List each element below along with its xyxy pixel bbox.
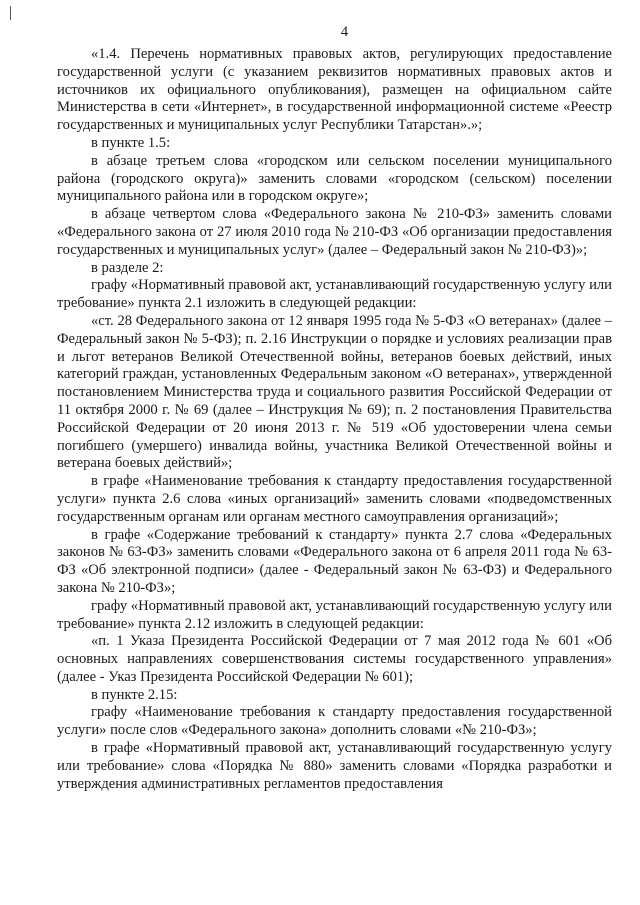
paragraph-3: в абзаце третьем слова «городском или сельском поселении муниципального района (городского округа)» заменить словами «городском (сельском) поселении муниципального района или в городском округе»; xyxy=(57,152,612,205)
paragraph-8: в графе «Наименование требования к стандарту предоставления государственной услуги» пункта 2.6 слова «иных организаций» заменить словами «подведомственных государственным органам или органам местного самоуправления организаций»; xyxy=(57,473,612,525)
paragraph-9: в графе «Содержание требований к стандарту» пункта 2.7 слова «Федеральных законов № 63-ФЗ» заменить словами «Федерального закона от 6 апреля 2011 года № 63-ФЗ «Об электронной подписи» (далее - Федеральный закон № 63-ФЗ) и Федерального закона № 210-ФЗ»; xyxy=(57,526,612,596)
paragraph-11: «п. 1 Указа Президента Российской Федерации от 7 мая 2012 года № 601 «Об основных направлениях совершенствования системы государственного управления» (далее - Указ Президента Российской Федерации № 601); xyxy=(57,633,612,685)
paragraph-4: в абзаце четвертом слова «Федерального закона № 210-ФЗ» заменить словами «Федерального закона от 27 июля 2010 года № 210-ФЗ «Об организации предоставления государственных и муниципальных услуг» (далее – Федеральный закон № 210-ФЗ)»; xyxy=(57,206,612,258)
paragraph-7: «ст. 28 Федерального закона от 12 января 1995 года № 5-ФЗ «О ветеранах» (далее – Федеральный закон № 5-ФЗ); п. 2.16 Инструкции о порядке и условиях реализации прав и льгот ветеранов Великой Отечественной войны, ветеранов боевых действий, иных категорий граждан, установленных Федеральным законом «О ветеранах», утвержденной постановлением Министерства труда и социального развития Российской Федерации от 11 октября 2000 г. № 69 (далее – Инструкция № 69); п. 2 постановления Правительства Российской Федерации от 20 июня 2013 г. № 519 «Об удостоверении члена семьи погибшего (умершего) инвалида войны, участника Великой Отечественной войны и ветерана боевых действий»; xyxy=(57,312,612,472)
paragraph-13: графу «Наименование требования к стандарту предоставления государственной услуги» после слов «Федерального закона» дополнить словами «№ 210-ФЗ»; xyxy=(57,704,612,739)
paragraph-10: графу «Нормативный правовой акт, устанавливающий государственную услугу или требование» пункта 2.12 изложить в следующей редакции: xyxy=(57,597,612,632)
paragraph-2: в пункте 1.5: xyxy=(91,134,171,151)
paragraph-1: «1.4. Перечень нормативных правовых актов, регулирующих предоставление государственной услуги (с указанием реквизитов нормативных правовых актов и источников их официального опубликования), размещен на официальном сайте Министерства в сети «Интернет», в государственной информационной системе «Реестр государственных и муниципальных услуг Республики Татарстан».»; xyxy=(57,46,612,134)
paragraph-14: в графе «Нормативный правовой акт, устанавливающий государственную услугу или требование» слова «Порядка № 880» заменить словами «Порядка разработки и утверждения административных регламентов предоставления xyxy=(57,740,612,792)
scan-edge-mark xyxy=(10,6,11,20)
paragraph-12: в пункте 2.15: xyxy=(91,686,178,703)
paragraph-6: графу «Нормативный правовой акт, устанавливающий государственную услугу или требование» пункта 2.1 изложить в следующей редакции: xyxy=(57,277,612,312)
paragraph-5: в разделе 2: xyxy=(91,259,164,276)
page-number: 4 xyxy=(340,24,349,40)
